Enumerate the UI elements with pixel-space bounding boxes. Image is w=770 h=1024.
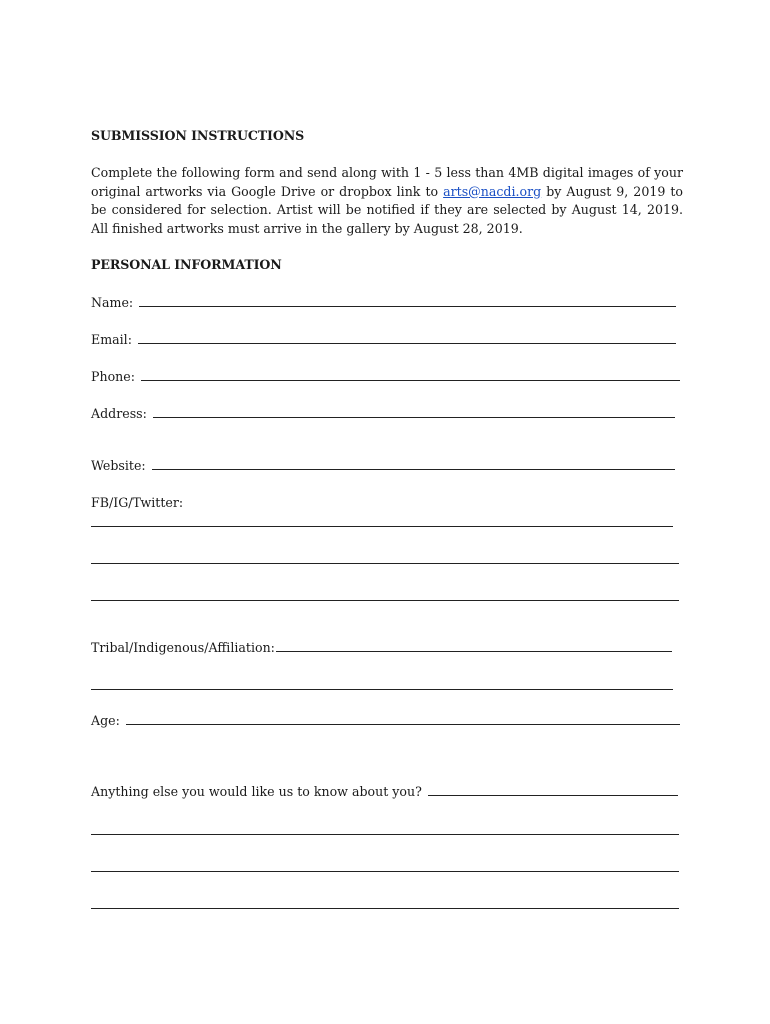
anything-else-label: Anything else you would like us to know about you? bbox=[91, 784, 422, 799]
email-label: Email: bbox=[91, 332, 132, 347]
instructions-line-3: be considered for selection. Artist will be notified if they are selected by August 14, 2019. bbox=[91, 202, 683, 218]
submission-instructions-heading: SUBMISSION INSTRUCTIONS bbox=[91, 128, 305, 143]
anything-else-field bbox=[91, 781, 678, 801]
anything-else-blank[interactable] bbox=[428, 794, 678, 796]
instructions-line-1: Complete the following form and send along with 1 - 5 less than 4MB digital images of your bbox=[91, 165, 683, 180]
age-field bbox=[91, 710, 680, 730]
website-blank[interactable] bbox=[152, 468, 675, 470]
phone-blank[interactable] bbox=[141, 379, 680, 381]
anything-else-line-2[interactable] bbox=[91, 834, 679, 835]
website-field bbox=[91, 455, 675, 475]
social-field bbox=[91, 492, 391, 512]
social-line-3[interactable] bbox=[91, 600, 679, 601]
tribal-affiliation-label: Tribal/Indigenous/Affiliation: bbox=[91, 640, 275, 655]
address-label: Address: bbox=[91, 406, 147, 421]
tribal-affiliation-blank[interactable] bbox=[276, 650, 672, 652]
anything-else-line-3[interactable] bbox=[91, 871, 679, 872]
tribal-affiliation-field bbox=[91, 637, 672, 657]
instructions-line-2: original artworks via Google Drive or dropbox link to arts@nacdi.org by August 9, 2019 to bbox=[91, 183, 683, 199]
phone-label: Phone: bbox=[91, 369, 135, 384]
age-label: Age: bbox=[91, 713, 120, 728]
name-field bbox=[91, 292, 676, 312]
social-line-1[interactable] bbox=[91, 526, 673, 527]
name-label: Name: bbox=[91, 295, 134, 310]
address-field bbox=[91, 403, 675, 423]
instructions-paragraph bbox=[91, 164, 683, 238]
anything-else-line-4[interactable] bbox=[91, 908, 679, 909]
email-field bbox=[91, 329, 676, 349]
social-line-2[interactable] bbox=[91, 563, 679, 564]
website-label: Website: bbox=[91, 458, 146, 473]
name-blank[interactable] bbox=[139, 305, 676, 307]
instructions-line-4: All finished artworks must arrive in the gallery by August 28, 2019. bbox=[91, 220, 523, 236]
email-blank[interactable] bbox=[138, 342, 676, 344]
age-blank[interactable] bbox=[126, 723, 680, 725]
email-link[interactable]: arts@nacdi.org bbox=[443, 183, 542, 199]
phone-field bbox=[91, 366, 680, 386]
personal-information-heading: PERSONAL INFORMATION bbox=[91, 257, 282, 272]
social-label: FB/IG/Twitter: bbox=[91, 495, 184, 510]
address-blank[interactable] bbox=[153, 416, 675, 418]
tribal-affiliation-line-2[interactable] bbox=[91, 689, 673, 690]
